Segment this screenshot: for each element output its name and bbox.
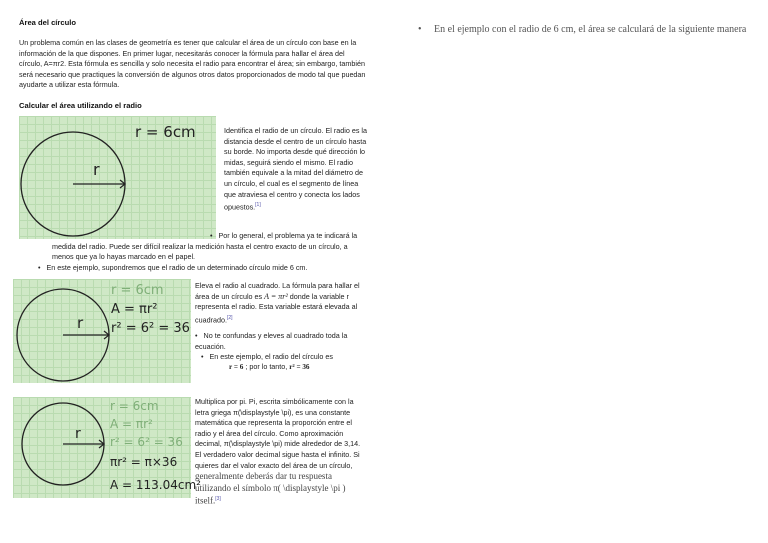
- svg-text:r = 6cm: r = 6cm: [111, 283, 164, 298]
- svg-text:r: r: [75, 426, 81, 442]
- figure-radius: [19, 116, 216, 239]
- section-heading: Calcular el área utilizando el radio: [19, 101, 142, 110]
- step1-bullet2: • En este ejemplo, supondremos que el radio de un determinado círculo mide 6 cm.: [38, 263, 308, 272]
- svg-text:A = πr²: A = πr²: [110, 417, 153, 431]
- figure-label: r = 6cm: [135, 123, 196, 141]
- ref-3[interactable]: [3]: [215, 496, 221, 503]
- svg-text:πr² = π×36: πr² = π×36: [110, 455, 178, 469]
- formula: A = πr²: [264, 291, 288, 301]
- svg-text:A = 113.04cm²: A = 113.04cm²: [110, 478, 201, 492]
- radius-label: r: [93, 160, 100, 179]
- step2-text: Eleva el radio al cuadrado. La fórmula para hallar el área de un círculo es A = πr² donde la variable r representa el radio. Esta variable estará elevada al cuadrado.[2]: [195, 281, 360, 325]
- ref-1[interactable]: [1]: [255, 202, 261, 209]
- step1-bullet1: • Por lo general, el problema ya te indicará la medida del radio. Puede ser difícil realizar la medición hasta el centro exacto de un círculo, a menos que ya lo hayas marcado en el papel.: [52, 231, 358, 262]
- step3-text: Multiplica por pi. Pi, escrita simbólicamente con la letra griega π(\displaystyle \pi), es una constante matemática que representa la proporción entre el radio y el área del círculo. Como aproximación decimal, π(\displaystyle \pi) mide alrededor de 3,14. El verdadero valor decimal sigue hasta el infinito. Si quieres dar el valor exacto del área de un círculo, generalmente deberás dar tu respuesta utilizando el símbolo π( \displaystyle \pi ) itself.[3]: [195, 397, 361, 506]
- step2-bullet2: • En este ejemplo, el radio del círculo es: [201, 352, 333, 361]
- svg-text:r² = 6² = 36: r² = 6² = 36: [110, 435, 183, 449]
- page-title: Área del círculo: [19, 18, 76, 27]
- bullet-dot: •: [210, 231, 219, 240]
- svg-text:A = πr²: A = πr²: [111, 302, 158, 317]
- svg-text:r: r: [77, 314, 84, 332]
- figure-square-radius: [13, 279, 191, 383]
- intro-paragraph: Un problema común en las clases de geometría es tener que calcular el área de un círculo con base en la información de la que dispones. En primer lugar, necesitarás conocer la fórmula para hallar el área del círculo, A=πr2. Esta fórmula es sencilla y solo necesita el radio para encontrar el área; sin embargo, también será necesario que practiques la conversión de algunos otros datos proporcionados de modo tal que puedan ayudarte a utilizar esta fórmula.: [19, 38, 366, 90]
- ref-2[interactable]: [2]: [226, 314, 233, 321]
- right-bullet: • En el ejemplo con el radio de 6 cm, el área se calculará de la siguiente manera: [418, 24, 747, 35]
- svg-text:r = 6cm: r = 6cm: [110, 399, 159, 413]
- step2-bullet1: • No te confundas y eleves al cuadrado toda la ecuación.: [195, 331, 348, 351]
- figure-multiply-pi: [13, 397, 201, 498]
- step1-text: Identifica el radio de un círculo. El radio es la distancia desde el centro de un círculo hasta su borde. No importa desde qué dirección lo midas, seguirá siendo el mismo. El radio también equivale a la mitad del diámetro de un círculo, el cual es el segmento de línea que atraviesa el centro y conecta los lados opuestos.: [224, 126, 368, 212]
- svg-text:r² = 6² = 36: r² = 6² = 36: [111, 321, 190, 336]
- step2-values: r = 6 ; por lo tanto, r² = 36: [229, 362, 310, 371]
